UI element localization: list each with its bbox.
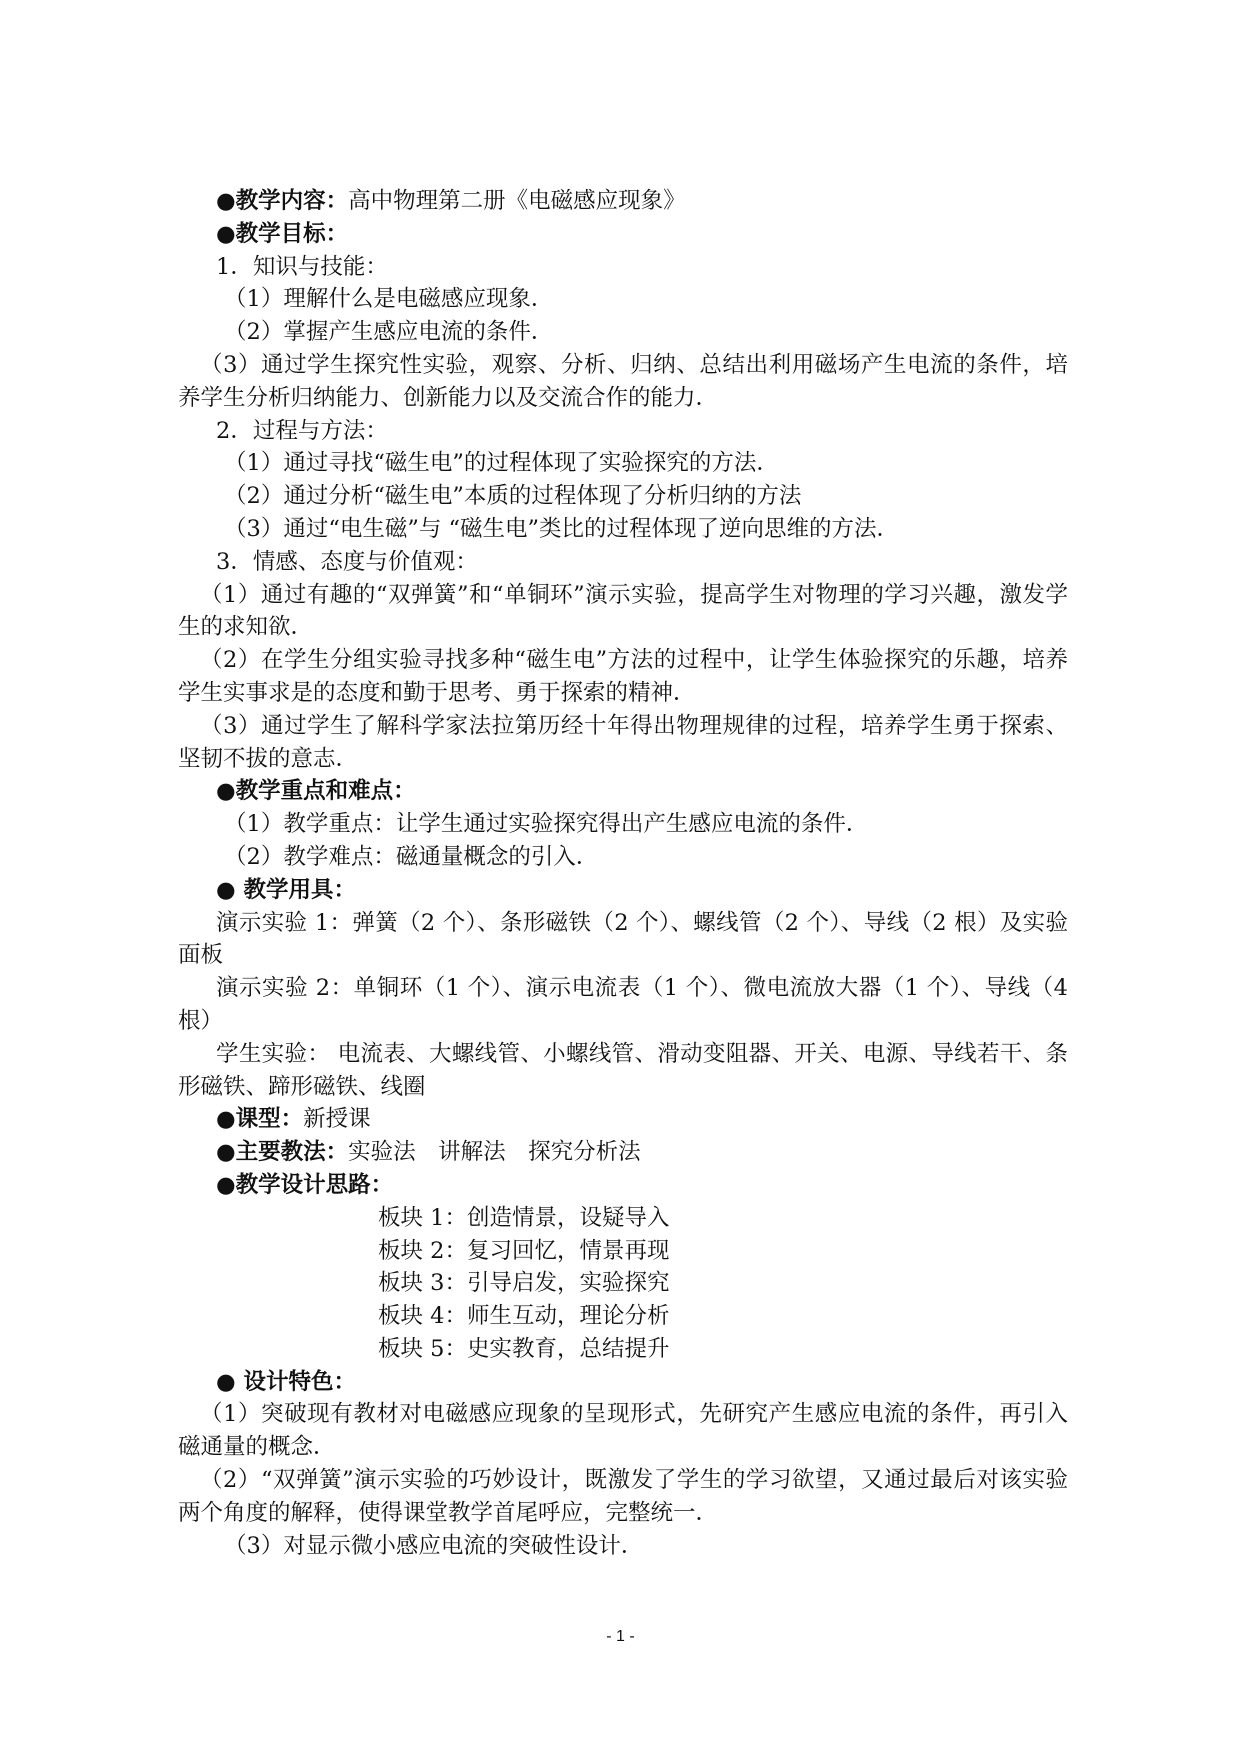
methods-label: ●主要教法： — [216, 1139, 349, 1166]
lesson-type-text: 新授课 — [303, 1106, 371, 1133]
goals-heading: ●教学目标： — [216, 220, 349, 247]
section-methods — [178, 1136, 1068, 1169]
goal-2-item-2: （2）通过分析“磁生电”本质的过程体现了分析归纳的方法 — [224, 483, 802, 510]
features-heading: ● 设计特色： — [216, 1368, 356, 1395]
content-label: ●教学内容： — [216, 188, 349, 214]
design-heading: ●教学设计思路： — [216, 1171, 394, 1198]
content-text: 高中物理第二册《电磁感应现象》 — [348, 188, 686, 214]
goal-3-item-3: （3）通过学生了解科学家法拉第历经十年得出物理规律的过程，培养学生勇于探索、坚韧不拔的意志． — [178, 712, 1068, 772]
document-page — [178, 185, 1068, 1562]
goal-1-title: 1．知识与技能： — [216, 253, 388, 280]
goal-2-title: 2．过程与方法： — [216, 417, 388, 444]
goal-1-item-3: （3）通过学生探究性实验，观察、分析、归纳、总结出利用磁场产生电流的条件，培养学生分析归纳能力、创新能力以及交流合作的能力． — [178, 351, 1068, 411]
goal-2-item-1: （1）通过寻找“磁生电”的过程体现了实验探究的方法． — [224, 450, 779, 477]
feature-item-3: （3）对显示微小感应电流的突破性设计． — [224, 1532, 644, 1559]
design-item-2: 板块 2：复习回忆，情景再现 — [378, 1237, 670, 1264]
goal-1-item-1: （1）理解什么是电磁感应现象． — [224, 286, 554, 313]
keypoints-heading: ●教学重点和难点： — [216, 778, 416, 805]
lesson-type-label: ●课型： — [216, 1106, 304, 1133]
goal-2-item-3: （3）通过“电生磁”与 “磁生电”类比的过程体现了逆向思维的方法． — [224, 515, 899, 542]
keypoint-item-2: （2）教学难点：磁通量概念的引入． — [224, 843, 599, 870]
design-item-3: 板块 3：引导启发，实验探究 — [378, 1270, 670, 1297]
methods-text: 实验法 讲解法 探究分析法 — [348, 1139, 641, 1166]
design-item-5: 板块 5：史实教育，总结提升 — [378, 1335, 670, 1362]
feature-item-1: （1）突破现有教材对电磁感应现象的呈现形式，先研究产生感应电流的条件，再引入磁通量的概念． — [178, 1401, 1068, 1461]
section-lesson-type — [178, 1103, 1068, 1136]
page-number: - 1 - — [606, 1628, 635, 1645]
tools-item-1: 演示实验 1：弹簧（2 个）、条形磁铁（2 个）、螺线管（2 个）、导线（2 根）及实验面板 — [178, 909, 1068, 969]
goal-3-title: 3．情感、态度与价值观： — [216, 548, 478, 575]
goal-3-item-1: （1）通过有趣的“双弹簧”和“单铜环”演示实验，提高学生对物理的学习兴趣，激发学生的求知欲． — [178, 581, 1068, 641]
feature-item-2: （2）“双弹簧”演示实验的巧妙设计，既激发了学生的学习欲望，又通过最后对该实验两个角度的解释，使得课堂教学首尾呼应，完整统一． — [178, 1467, 1068, 1526]
goal-3-item-2: （2）在学生分组实验寻找多种“磁生电”方法的过程中，让学生体验探究的乐趣，培养学生实事求是的态度和勤于思考、勇于探索的精神． — [178, 647, 1068, 706]
goal-1-item-2: （2）掌握产生感应电流的条件． — [224, 319, 554, 346]
design-item-4: 板块 4：师生互动，理论分析 — [378, 1303, 670, 1330]
design-item-1: 板块 1：创造情景，设疑导入 — [378, 1204, 670, 1231]
tools-item-2: 演示实验 2：单铜环（1 个）、演示电流表（1 个）、微电流放大器（1 个）、导线（4 根） — [178, 975, 1068, 1034]
tools-item-3: 学生实验： 电流表、大螺线管、小螺线管、滑动变阻器、开关、电源、导线若干、条形磁铁、蹄形磁铁、线圈 — [178, 1040, 1068, 1100]
tools-heading: ● 教学用具： — [216, 876, 356, 903]
keypoint-item-1: （1）教学重点：让学生通过实验探究得出产生感应电流的条件． — [224, 811, 869, 838]
section-content — [178, 185, 1068, 218]
